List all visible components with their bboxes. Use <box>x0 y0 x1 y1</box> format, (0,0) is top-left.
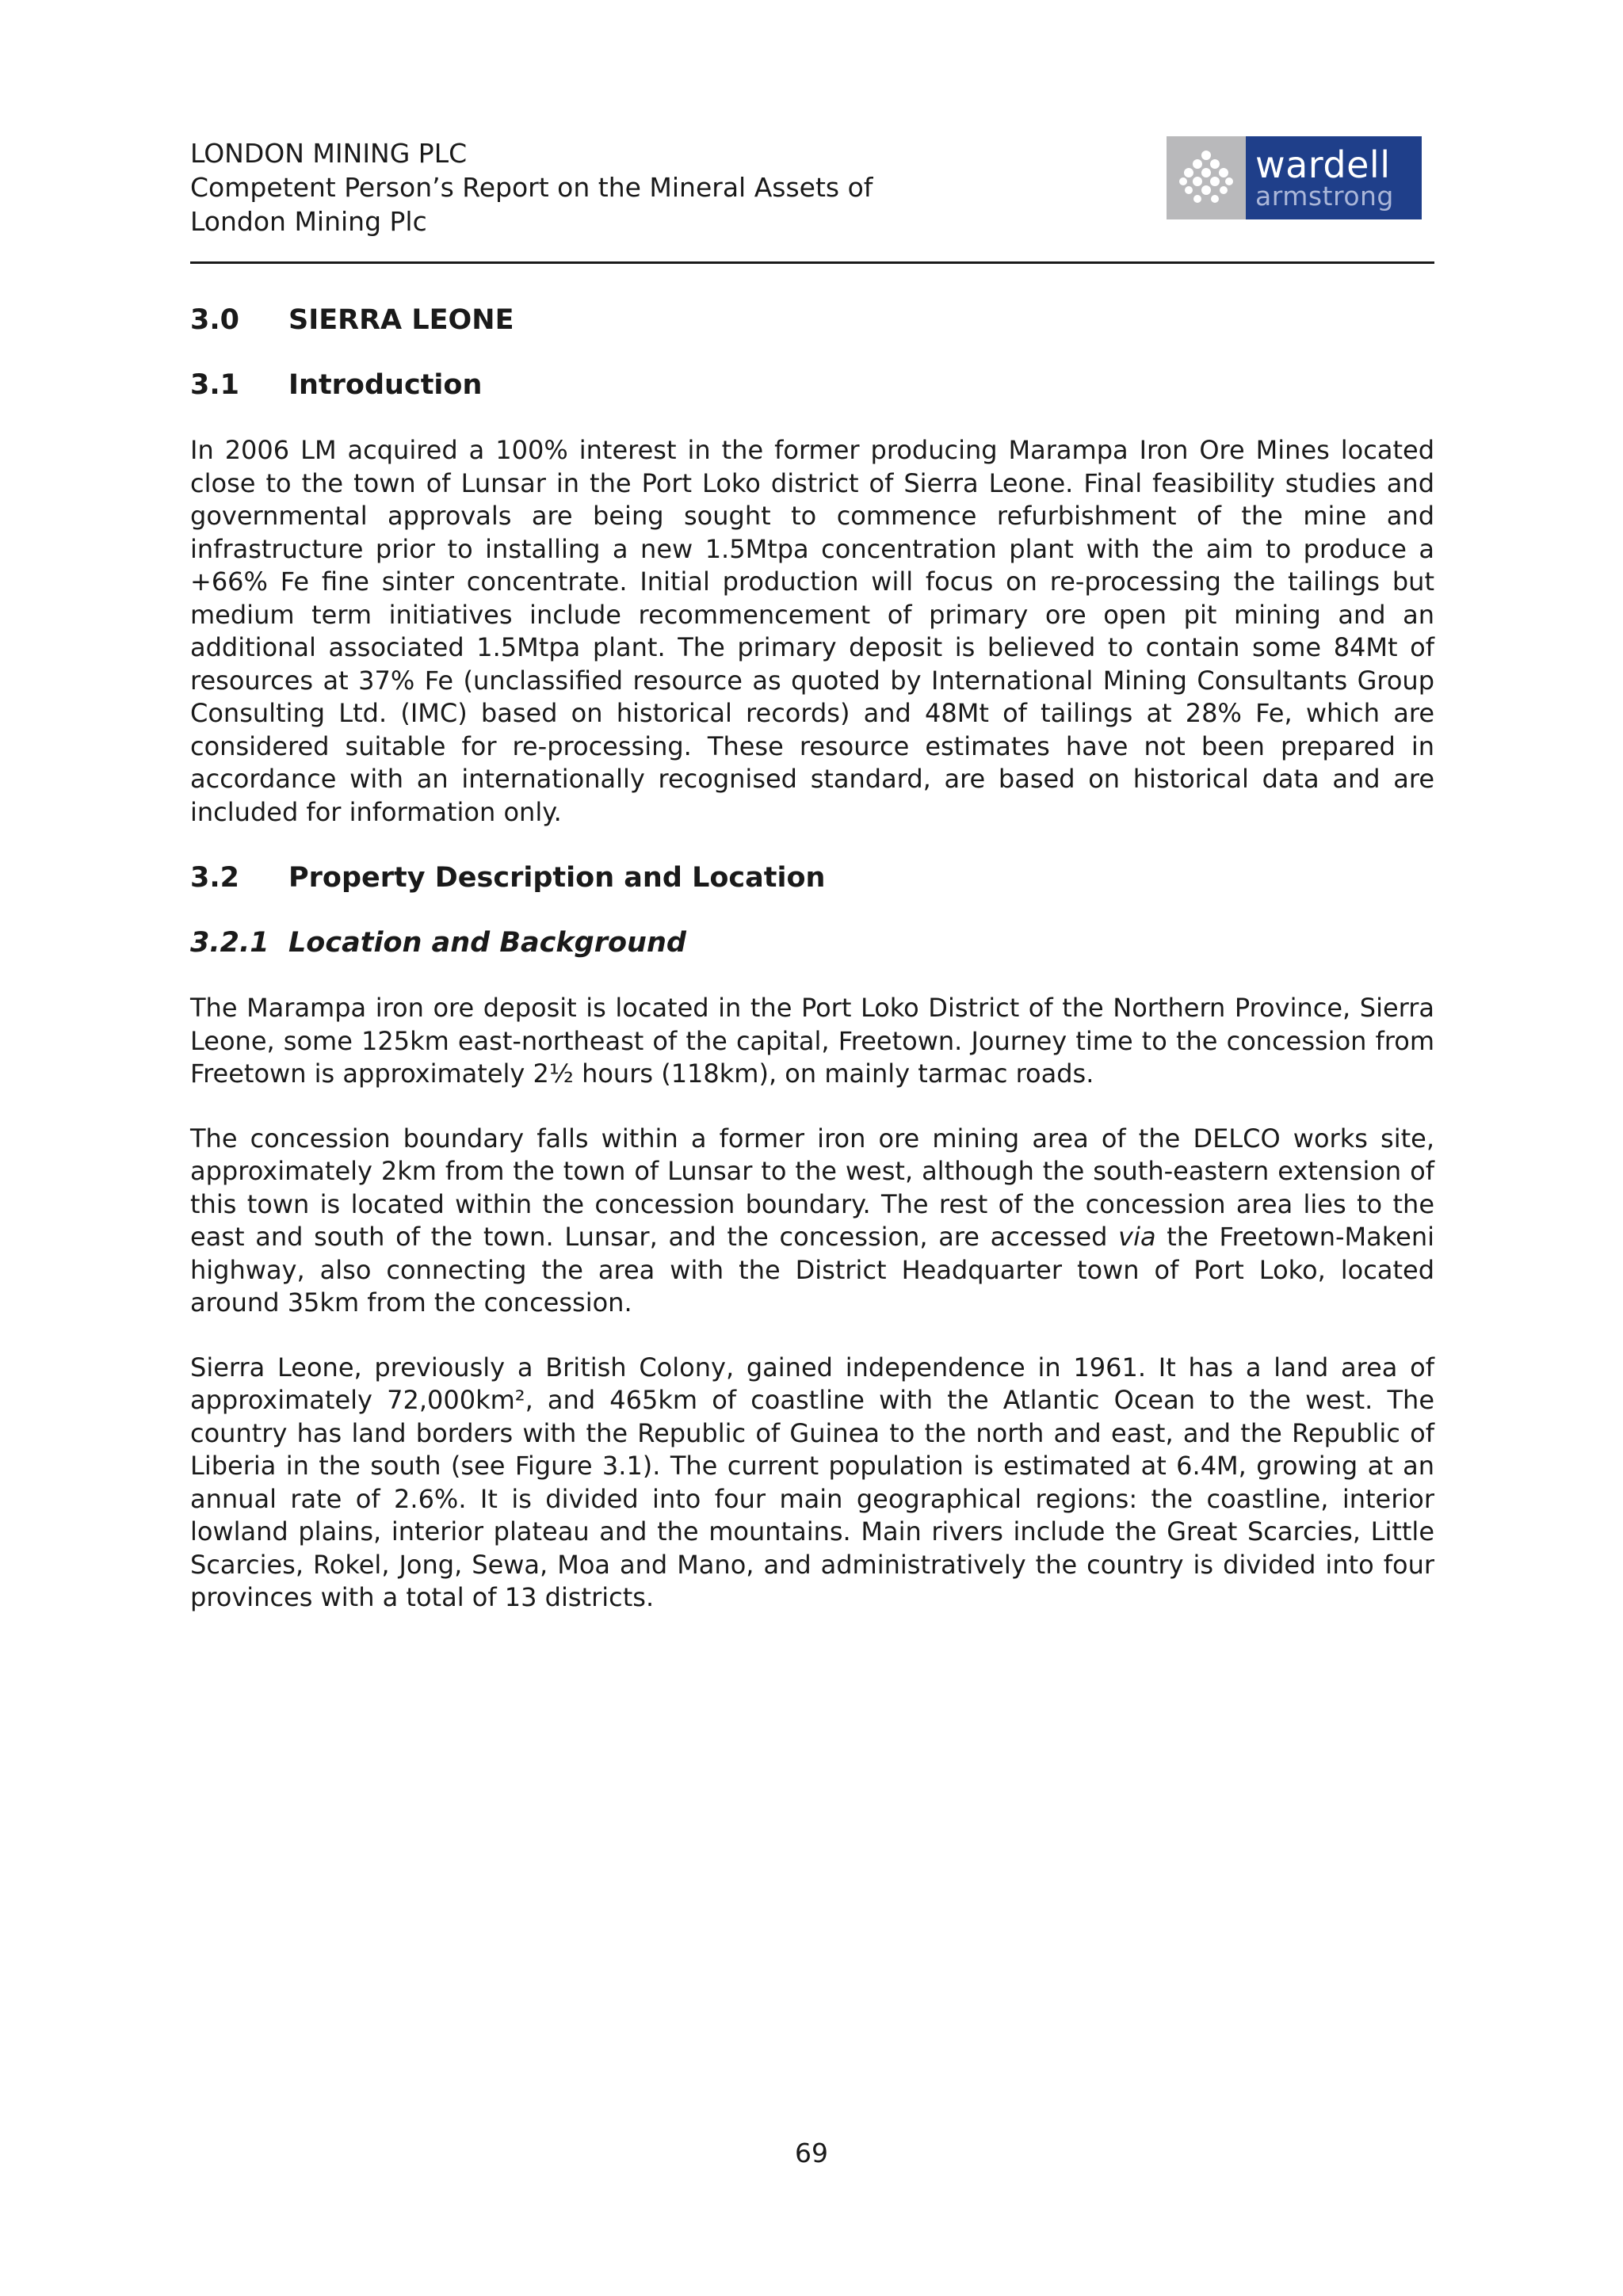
location-paragraph-2 <box>190 1123 1434 1320</box>
location-title: Location and Background <box>288 927 686 959</box>
location-paragraph-1: The Marampa iron ore deposit is located in the Port Loko District of the Northern Province, Sierra Leone, some 125km east-northeast of the capital, Freetown. Journey time to the concession from Freetown is approximately 2½ hours (118km), on mainly tarmac roads. <box>190 993 1434 1089</box>
location-number: 3.2.1 <box>190 927 269 959</box>
intro-heading <box>190 368 1434 402</box>
logo-diamond-icon <box>1167 136 1246 219</box>
location-paragraph-2-via: via <box>1118 1222 1156 1252</box>
intro-title: Introduction <box>288 369 483 401</box>
header-report-title-line2: London Mining Plc <box>190 206 427 237</box>
header-divider <box>190 261 1434 264</box>
logo-wordmark <box>1246 136 1422 219</box>
location-heading <box>190 925 1434 960</box>
logo-word-wardell: wardell <box>1255 143 1391 186</box>
property-heading <box>190 860 1434 895</box>
location-paragraph-3: Sierra Leone, previously a British Colony, gained independence in 1961. It has a land area of approximately 72,000km², and 465km of coastline with the Atlantic Ocean to the west. The country has land borders with the Republic of Guinea to the north and east, and the Republic of Liberia in the south (see Figure 3.1). The current population is estimated at 6.4M, growing at an annual rate of 2.6%. It is divided into four main geographical regions: the coastline, interior lowland plains, interior plateau and the mountains. Main rivers include the Great Scarcies, Little Scarcies, Rokel, Jong, Sewa, Moa and Mano, and administratively the country is divided into four provinces with a total of 13 districts. <box>190 1352 1434 1612</box>
location-paragraph-2-part2: the Freetown-Makeni highway, also connecting the area with the District Headquarter town of Port Loko, located around 35km from the concession. <box>190 1222 1434 1318</box>
intro-paragraph: In 2006 LM acquired a 100% interest in the former producing Marampa Iron Ore Mines located close to the town of Lunsar in the Port Loko district of Sierra Leone. Final feasibility studies and governmental approvals are being sought to commence refurbishment of the mine and infrastructure prior to installing a new 1.5Mtpa concentration plant with the aim to produce a +66% Fe fine sinter concentrate. Initial production will focus on re-processing the tailings but medium term initiatives include recommencement of primary ore open pit mining and an additional associated 1.5Mtpa plant. The primary deposit is believed to contain some 84Mt of resources at 37% Fe (unclassified resource as quoted by International Mining Consultants Group Consulting Ltd. (IMC) based on historical records) and 48Mt of tailings at 28% Fe, which are considered suitable for re-processing. These resource estimates have not been prepared in accordance with an internationally recognised standard, are based on historical data and are included for information only. <box>190 435 1434 827</box>
section-heading <box>190 303 1434 338</box>
page-body <box>190 295 1434 1615</box>
property-number: 3.2 <box>190 862 240 894</box>
header-company: LONDON MINING PLC <box>190 138 468 169</box>
header-text-block <box>190 136 873 238</box>
section-title: SIERRA LEONE <box>288 304 514 336</box>
wardell-armstrong-logo <box>1167 136 1422 219</box>
location-paragraph-2-part1: The concession boundary falls within a former iron ore mining area of the DELCO works site, approximately 2km from the town of Lunsar to the west, although the south-eastern extension of this town is located within the concession boundary. The rest of the concession area lies to the east and south of the town. Lunsar, and the concession, are accessed <box>190 1123 1434 1252</box>
page-header <box>190 136 1434 263</box>
logo-word-armstrong: armstrong <box>1255 180 1394 212</box>
intro-number: 3.1 <box>190 369 240 401</box>
logo-dots-icon <box>1177 149 1235 208</box>
section-number: 3.0 <box>190 304 240 336</box>
header-report-title-line1: Competent Person’s Report on the Mineral Assets of <box>190 172 873 203</box>
property-title: Property Description and Location <box>288 862 826 894</box>
page-number: 69 <box>795 2138 828 2168</box>
